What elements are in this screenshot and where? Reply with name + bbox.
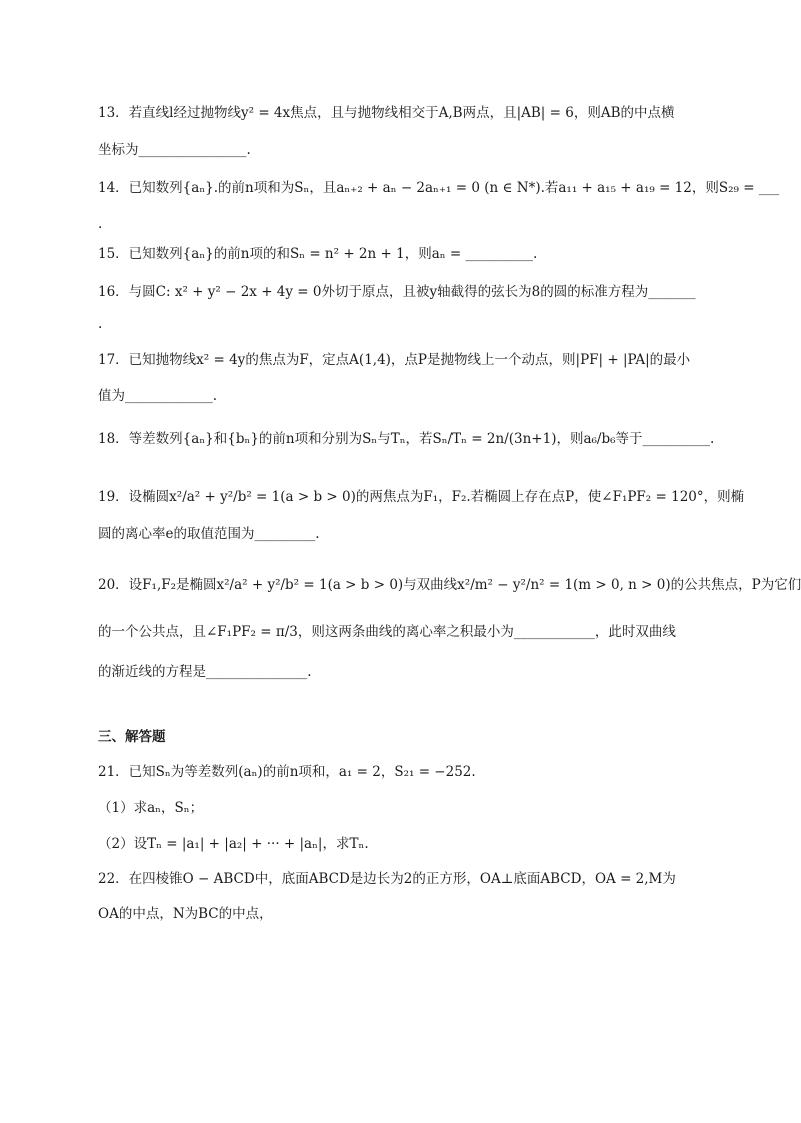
problem-19-line-1: 19．设椭圆x²/a² + y²/b² = 1(a > b > 0)的两焦点为F₁，F₂.若椭圆上存在点P，使∠F₁PF₂ = 120°，则椭: [98, 489, 745, 505]
problem-21-part-1: （1）求aₙ，Sₙ；: [98, 800, 204, 816]
problem-20-line-3: 的渐近线的方程是_______________.: [98, 664, 312, 680]
problem-13-line-2: 坐标为________________.: [98, 142, 251, 158]
section-title: 三、解答题: [98, 729, 166, 745]
problem-14-line-1: 14．已知数列{aₙ}.的前n项和为Sₙ，且aₙ₊₂ + aₙ − 2aₙ₊₁ = 0 (n ∈ N*).若a₁₁ + a₁₅ + a₁₉ = 12，则S₂₉ = ___: [98, 180, 780, 196]
problem-20-line-1: 20．设F₁,F₂是椭圆x²/a² + y²/b² = 1(a > b > 0)与双曲线x²/m² − y²/n² = 1(m > 0, n > 0)的公共焦点，P为它们: [98, 577, 801, 593]
problem-21-line-1: 21．已知Sₙ为等差数列(aₙ)的前n项和，a₁ = 2，S₂₁ = −252.: [98, 764, 476, 780]
problem-18-line-1: 18．等差数列{aₙ}和{bₙ}的前n项和分别为Sₙ与Tₙ，若Sₙ/Tₙ = 2n/(3n+1)，则a₆/b₆等于__________.: [98, 431, 715, 447]
problem-14-line-2: .: [98, 216, 103, 232]
problem-16-line-1: 16．与圆C: x² + y² − 2x + 4y = 0外切于原点，且被y轴截得的弦长为8的圆的标准方程为_______: [98, 284, 696, 300]
problem-20-line-2: 的一个公共点，且∠F₁PF₂ = π/3，则这两条曲线的离心率之积最小为____________，此时双曲线: [98, 624, 676, 640]
problem-17-line-1: 17．已知抛物线x² = 4y的焦点为F，定点A(1,4)，点P是抛物线上一个动点，则|PF| + |PA|的最小: [98, 352, 691, 368]
problem-16-line-2: .: [98, 316, 103, 332]
problem-22-line-1: 22．在四棱锥O − ABCD中，底面ABCD是边长为2的正方形，OA⊥底面ABCD，OA = 2,M为: [98, 871, 676, 887]
problem-17-line-2: 值为_____________.: [98, 388, 218, 404]
problem-13-line-1: 13．若直线l经过抛物线y² = 4x焦点，且与抛物线相交于A,B两点，且|AB| = 6，则AB的中点横: [98, 105, 675, 121]
problem-22-line-2: OA的中点，N为BC的中点，: [98, 906, 273, 922]
problem-19-line-2: 圆的离心率e的取值范围为_________.: [98, 526, 320, 542]
problem-21-part-2: （2）设Tₙ = |a₁| + |a₂| + ··· + |aₙ|，求Tₙ.: [98, 836, 369, 852]
problem-15-line-1: 15．已知数列{aₙ}的前n项的和Sₙ = n² + 2n + 1，则aₙ = __________.: [98, 246, 538, 262]
